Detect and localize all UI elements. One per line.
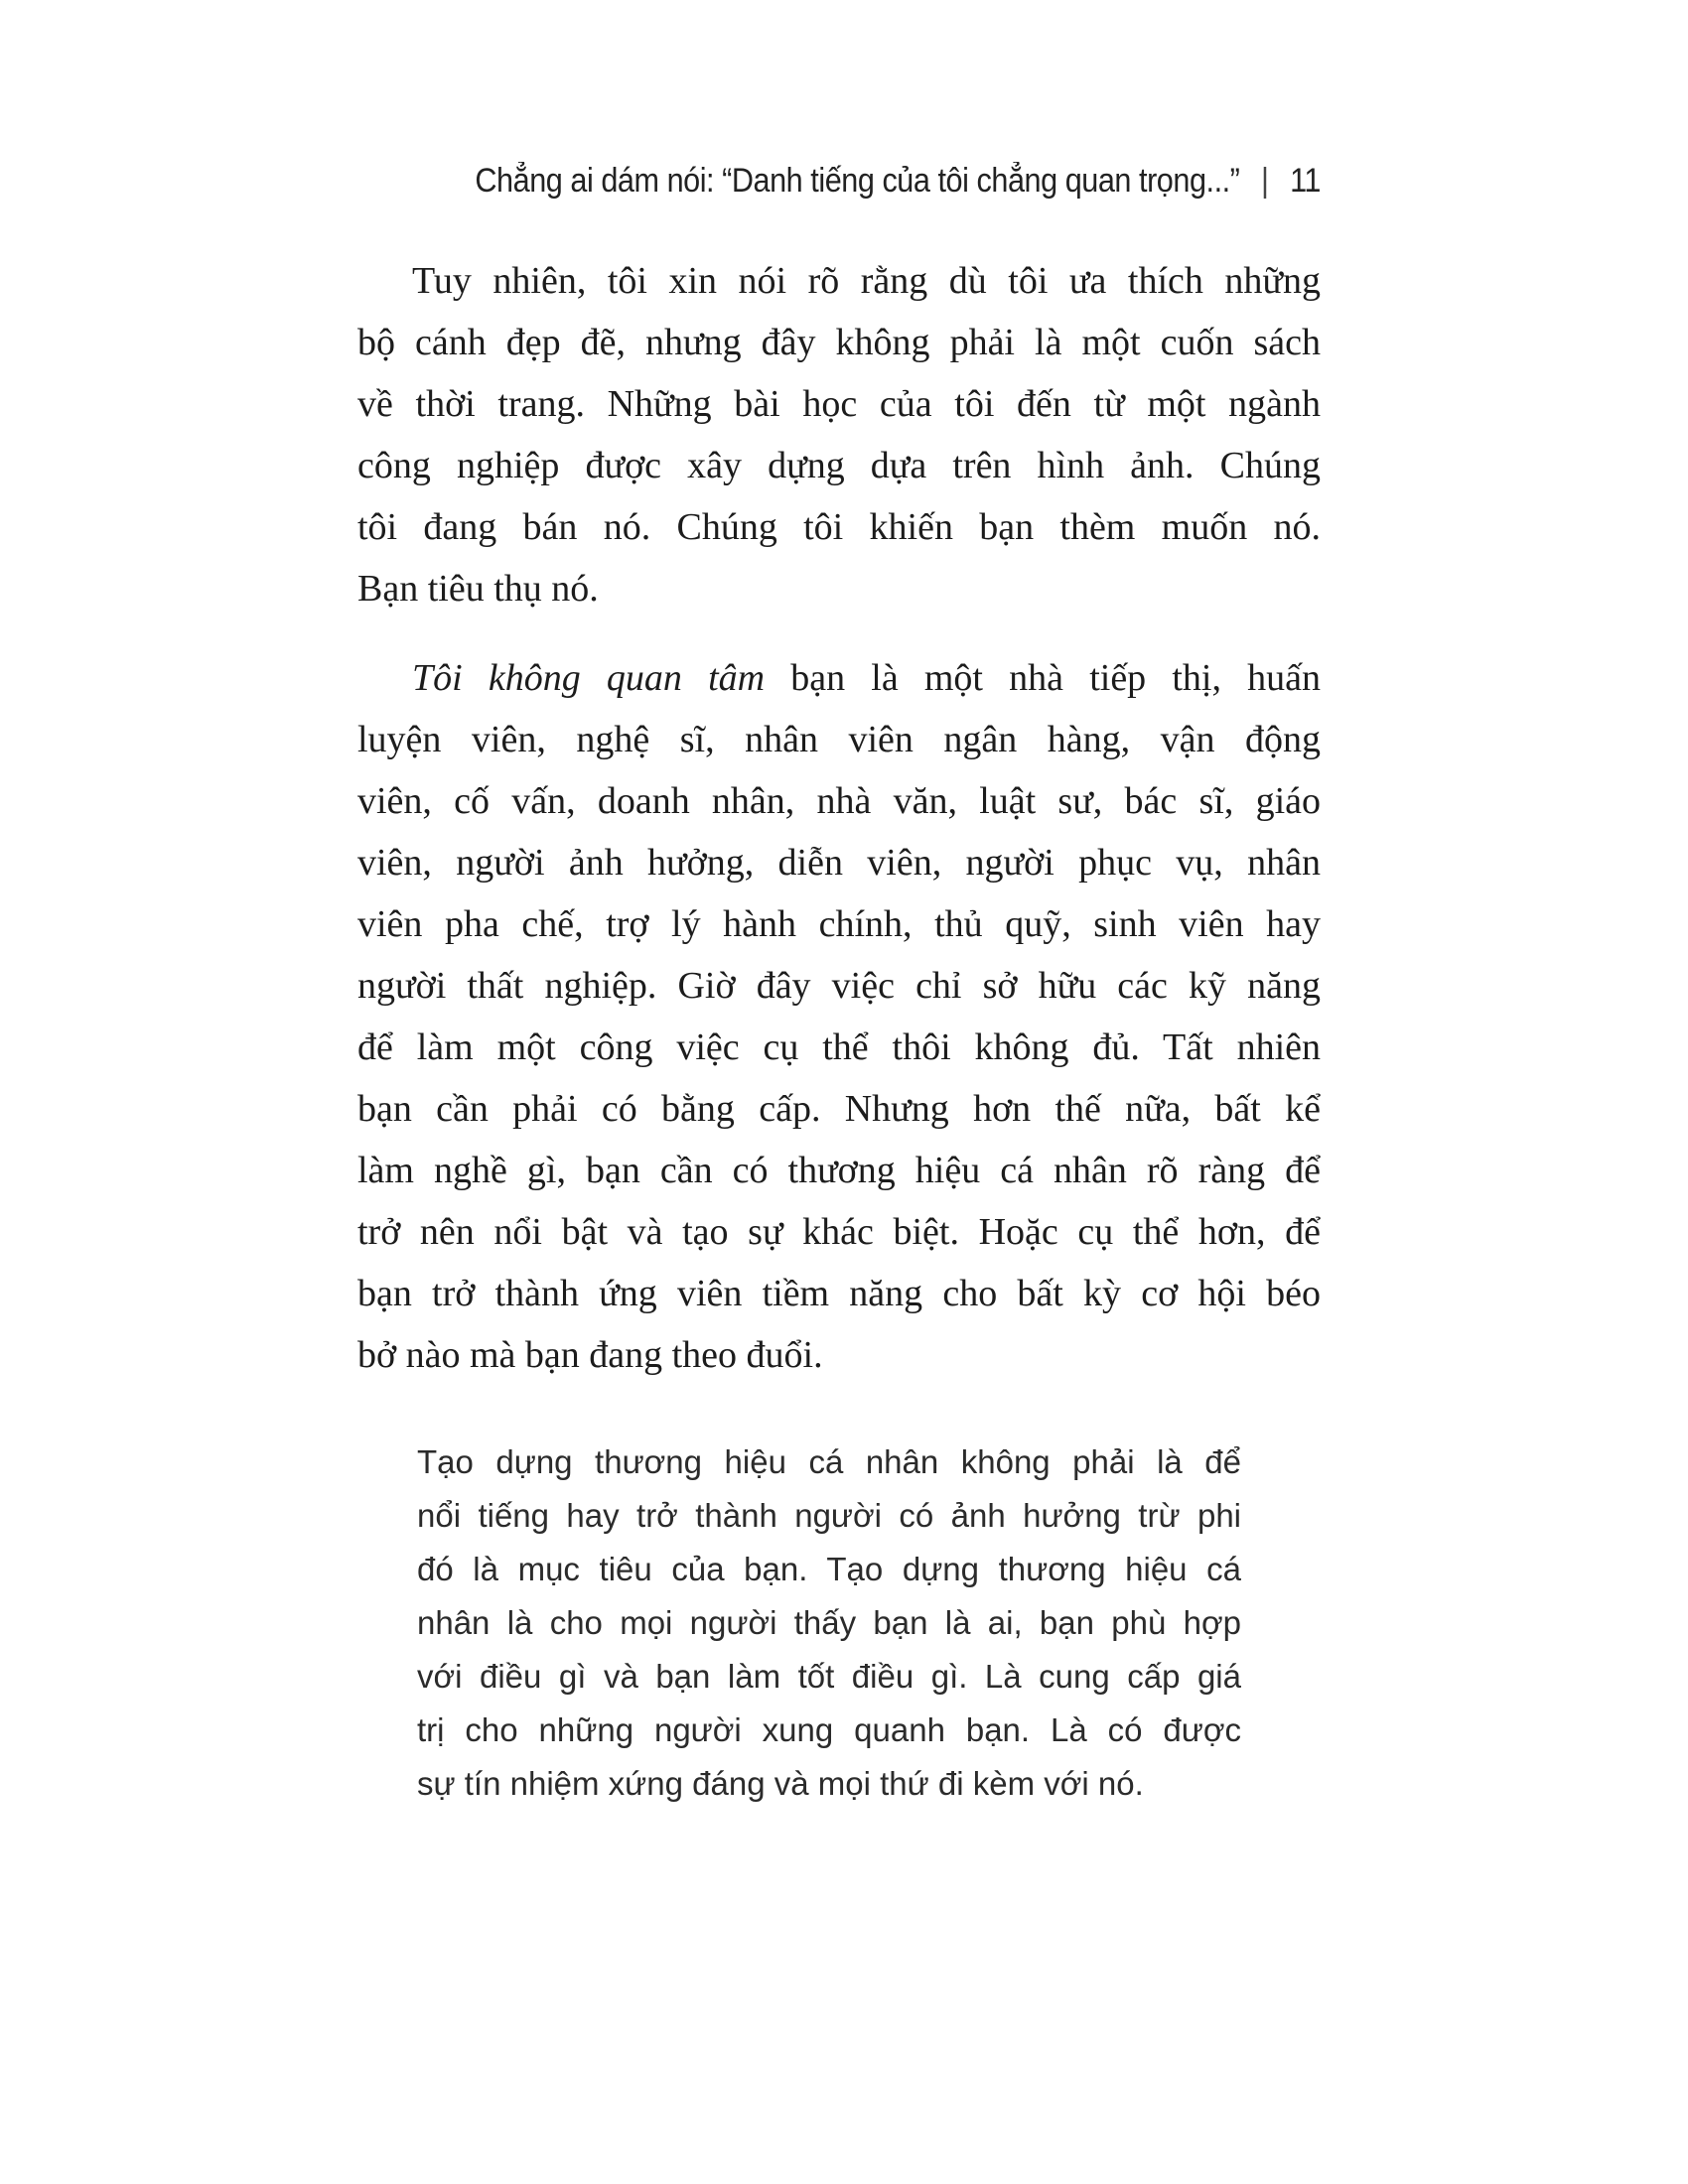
text-line: Tuy nhiên, tôi xin nói rõ rằng dù tôi ưa thích những bbox=[412, 260, 1321, 302]
text-line: viên, người ảnh hưởng, diễn viên, người phục vụ, nhân bbox=[357, 842, 1321, 884]
text-line: để làm một công việc cụ thể thôi không đủ. Tất nhiên bbox=[357, 1026, 1321, 1068]
text-line: nổi tiếng hay trở thành người có ảnh hưởng trừ phi bbox=[417, 1497, 1241, 1534]
text-line: trị cho những người xung quanh bạn. Là có được bbox=[417, 1711, 1241, 1748]
text-line: người thất nghiệp. Giờ đây việc chỉ sở hữu các kỹ năng bbox=[357, 965, 1321, 1007]
text-line: bạn trở thành ứng viên tiềm năng cho bất kỳ cơ hội béo bbox=[357, 1273, 1321, 1314]
block-quote bbox=[417, 1435, 1241, 1811]
text-line: công nghiệp được xây dựng dựa trên hình ảnh. Chúng bbox=[357, 445, 1321, 486]
paragraph-2 bbox=[357, 647, 1321, 1386]
paragraph-1 bbox=[357, 250, 1321, 619]
text-line: sự tín nhiệm xứng đáng và mọi thứ đi kèm với nó. bbox=[417, 1765, 1144, 1802]
italic-phrase: Tôi không quan tâm bbox=[412, 657, 766, 699]
text-line: với điều gì và bạn làm tốt điều gì. Là cung cấp giá bbox=[417, 1658, 1241, 1695]
text-line: nhân là cho mọi người thấy bạn là ai, bạn phù hợp bbox=[417, 1604, 1241, 1641]
text-line: luyện viên, nghệ sĩ, nhân viên ngân hàng, vận động bbox=[357, 719, 1321, 760]
text-line: bộ cánh đẹp đẽ, nhưng đây không phải là một cuốn sách bbox=[357, 322, 1321, 363]
text-line: viên, cố vấn, doanh nhân, nhà văn, luật sư, bác sĩ, giáo bbox=[357, 780, 1321, 822]
running-header bbox=[454, 162, 1321, 201]
text-line: bạn cần phải có bằng cấp. Nhưng hơn thế nữa, bất kể bbox=[357, 1088, 1321, 1130]
text-line: tôi đang bán nó. Chúng tôi khiến bạn thèm muốn nó. bbox=[357, 506, 1321, 548]
text-line: làm nghề gì, bạn cần có thương hiệu cá nhân rõ ràng để bbox=[357, 1150, 1321, 1191]
text-line: Tôi không quan tâm bạn là một nhà tiếp thị, huấn bbox=[412, 657, 1322, 699]
text-line: đó là mục tiêu của bạn. Tạo dựng thương hiệu cá bbox=[417, 1551, 1241, 1587]
running-header-title: Chẳng ai dám nói: “Danh tiếng của tôi chẳng quan trọng...” bbox=[475, 162, 1240, 200]
text-line: trở nên nổi bật và tạo sự khác biệt. Hoặc cụ thể hơn, để bbox=[357, 1211, 1321, 1253]
text-line: Tạo dựng thương hiệu cá nhân không phải là để bbox=[417, 1443, 1241, 1480]
text-line: về thời trang. Những bài học của tôi đến từ một ngành bbox=[357, 383, 1321, 425]
page-number: 11 bbox=[1290, 162, 1321, 200]
page-body bbox=[357, 250, 1321, 1811]
text-line: Bạn tiêu thụ nó. bbox=[357, 568, 599, 610]
text-line: bở nào mà bạn đang theo đuổi. bbox=[357, 1334, 823, 1376]
text-line: viên pha chế, trợ lý hành chính, thủ quỹ, sinh viên hay bbox=[357, 903, 1321, 945]
header-separator: | bbox=[1261, 162, 1269, 200]
